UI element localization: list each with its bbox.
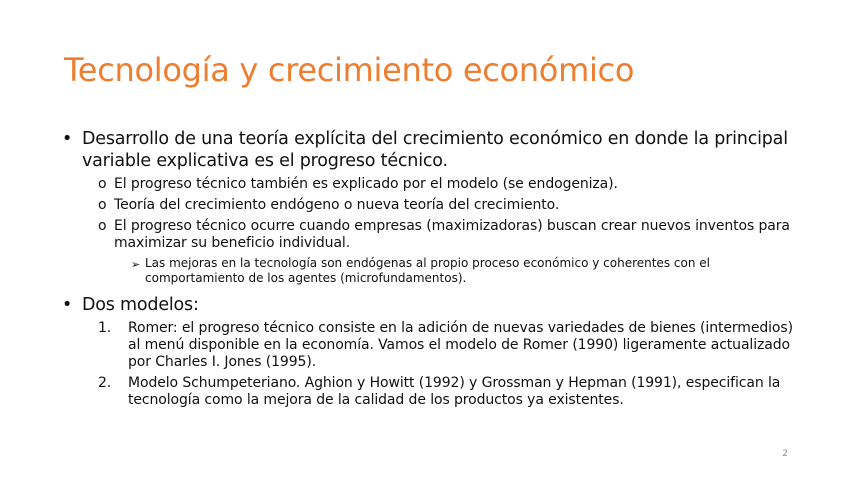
page-number: 2: [782, 449, 788, 459]
slide-content: [58, 128, 798, 409]
bullet-theory-development: [58, 128, 798, 172]
subbullet-marker: o: [98, 176, 107, 192]
bullet-two-models: [58, 294, 798, 316]
subbullet-marker: o: [98, 218, 107, 234]
subbullet-endogenous-growth-theory: [98, 197, 798, 214]
bullet-marker: •: [62, 129, 73, 149]
numbered-marker: 2.: [98, 375, 112, 391]
slide-title: Tecnología y crecimiento económico: [64, 51, 635, 89]
numbered-text: Modelo Schumpeteriano. Aghion y Howitt (1992) y Grossman y Hepman (1991), especifican la tecnología como la mejora de la calidad de los productos ya existentes.: [128, 375, 781, 408]
bullet-text: Desarrollo de una teoría explícita del crecimiento económico en donde la principal variable explicativa es el progreso técnico.: [82, 129, 788, 171]
arrow-bullet-icon: ➢: [131, 258, 141, 271]
subbullet-text: El progreso técnico también es explicado por el modelo (se endogeniza).: [114, 176, 618, 192]
subbullet-text: El progreso técnico ocurre cuando empresas (maximizadoras) buscan crear nuevos inventos para maximizar su beneficio individual.: [114, 218, 790, 251]
subbullet-endogenized: [98, 176, 798, 193]
numbered-item-schumpeterian: [98, 375, 798, 409]
bullet-text: Dos modelos:: [82, 295, 199, 315]
numbered-text: Romer: el progreso técnico consiste en la adición de nuevas variedades de bienes (intermedios) al menú disponible en la economía. Vamos el modelo de Romer (1990) ligeramente actualizado por Charles I. Jones (1995).: [128, 320, 793, 370]
arrow-bullet-text: Las mejoras en la tecnología son endógenas al propio proceso económico y coherentes con el comportamiento de los agentes (microfundamentos).: [145, 256, 710, 285]
arrow-bullet-microfoundations: [131, 256, 798, 286]
subbullet-technical-progress-firms: [98, 218, 798, 252]
bullet-marker: •: [62, 295, 73, 315]
numbered-item-romer: [98, 320, 798, 371]
subbullet-marker: o: [98, 197, 107, 213]
subbullet-text: Teoría del crecimiento endógeno o nueva teoría del crecimiento.: [114, 197, 560, 213]
numbered-marker: 1.: [98, 320, 112, 336]
